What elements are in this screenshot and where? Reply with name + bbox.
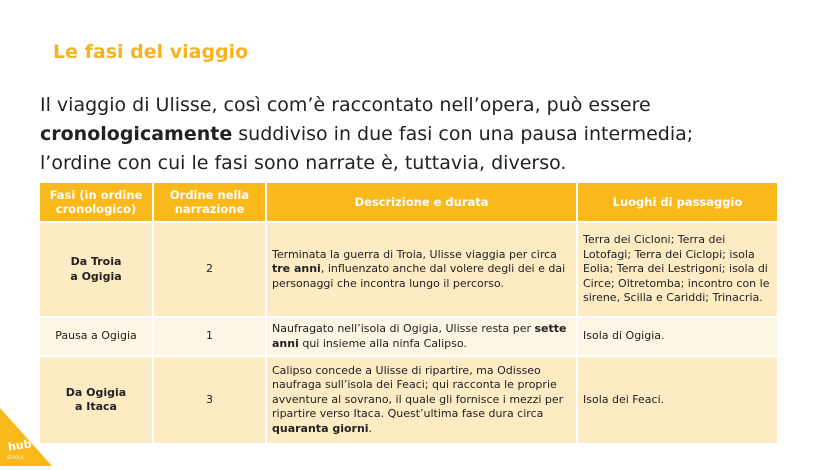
logo-text: hub [7,437,33,454]
header-places: Luoghi di passaggio [577,183,777,222]
header-description: Descrizione e durata [266,183,577,222]
intro-paragraph [40,91,800,178]
slide-title: Le fasi del viaggio [53,41,249,63]
cell-order: 1 [153,317,266,356]
header-phases: Fasi (in ordine cronologico) [40,183,153,222]
cell-phase: Da Troia a Ogigia [40,222,153,317]
cell-description: Naufragato nell’isola di Ogigia, Ulisse resta per sette anni qui insieme alla ninfa Calipso. [266,317,577,356]
cell-places: Terra dei Cicloni; Terra dei Lotofagi; Terra dei Ciclopi; isola Eolia; Terra dei Lestrigoni; isola di Circe; Oltretomba; incontro con le sirene, Scilla e Cariddi; Trinacria. [577,222,777,317]
intro-text-2: suddiviso in due fasi con una pausa intermedia; [232,123,694,145]
cell-places: Isola dei Feaci. [577,356,777,444]
cell-phase: Da Ogigia a Itaca [40,356,153,444]
table-row [40,317,777,356]
phases-table [40,183,777,445]
hub-scuola-logo [0,408,52,466]
cell-places: Isola di Ogigia. [577,317,777,356]
table-header-row [40,183,777,222]
header-order: Ordine nella narrazione [153,183,266,222]
table-row [40,222,777,317]
cell-description: Calipso concede a Ulisse di ripartire, ma Odisseo naufraga sull’isola dei Feaci; qui racconta le proprie avventure al sovrano, il quale gli fornisce i mezzi per ripartire verso Itaca. Quest’ultima fase dura circa quaranta giorni. [266,356,577,444]
cell-description: Terminata la guerra di Troia, Ulisse viaggia per circa tre anni, influenzato anche dal volere degli dei e dai personaggi che incontra lungo il percorso. [266,222,577,317]
table-row [40,356,777,444]
cell-order: 2 [153,222,266,317]
cell-order: 3 [153,356,266,444]
logo-subtext: SCUOLA [7,455,24,460]
cell-phase: Pausa a Ogigia [40,317,153,356]
intro-bold-word: cronologicamente [40,123,233,145]
intro-text-3: l’ordine con cui le fasi sono narrate è, tuttavia, diverso. [40,152,567,174]
intro-text-1: Il viaggio di Ulisse, così com’è raccontato nell’opera, può essere [40,94,651,116]
